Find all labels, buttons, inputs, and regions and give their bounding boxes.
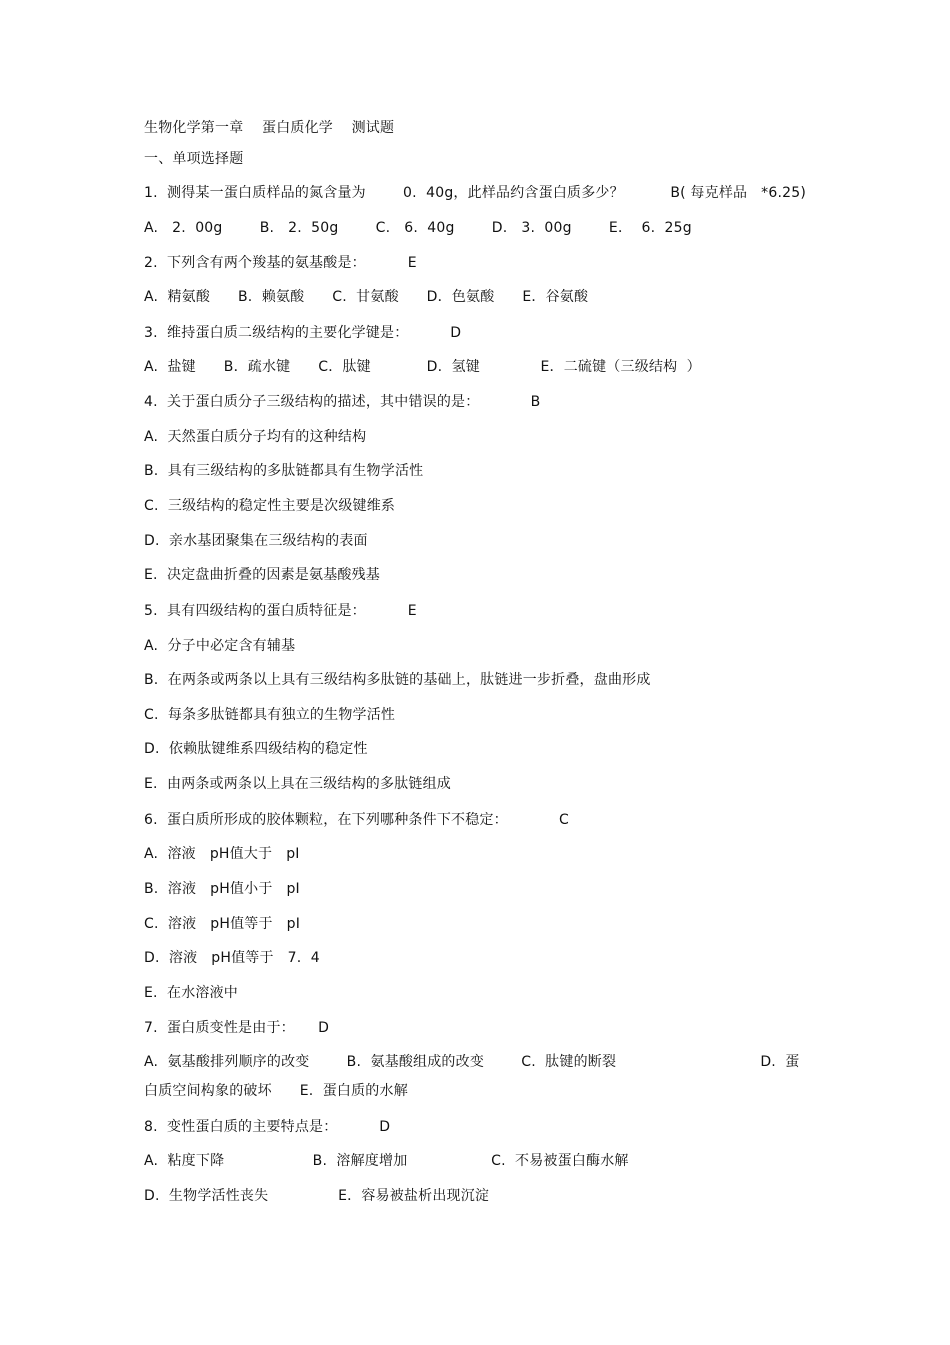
question-4-option-d: D. 亲水基团聚集在三级结构的表面 [144, 533, 368, 549]
document-title: 生物化学第一章 蛋白质化学 测试题 [144, 120, 395, 136]
question-3: 3. 维持蛋白质二级结构的主要化学键是： D [144, 325, 462, 341]
question-6-option-a: A. 溶液 pH值大于 pI [144, 846, 300, 862]
section-heading: 一、单项选择题 [144, 151, 244, 167]
question-1: 1. 测得某一蛋白质样品的氮含量为 0. 40g，此样品约含蛋白质多少？ B( 每克样品 *6.25) [144, 185, 807, 201]
question-5-option-d: D. 依赖肽键维系四级结构的稳定性 [144, 741, 368, 757]
question-4-option-e: E. 决定盘曲折叠的因素是氨基酸残基 [144, 567, 380, 583]
question-4-option-c: C. 三级结构的稳定性主要是次级键维系 [144, 498, 396, 514]
question-5-option-e: E. 由两条或两条以上具在三级结构的多肽链组成 [144, 776, 451, 792]
question-2-options: A. 精氨酸 B. 赖氨酸 C. 甘氨酸 D．色氨酸 E．谷氨酸 [144, 289, 589, 305]
question-3-options: A. 盐键 B．疏水键 C．肽键 D. 氢键 E．二硫键（三级结构 ） [144, 359, 701, 375]
question-5: 5. 具有四级结构的蛋白质特征是： E [144, 603, 417, 619]
question-5-option-c: C. 每条多肽链都具有独立的生物学活性 [144, 707, 396, 723]
question-6: 6. 蛋白质所形成的胶体颗粒，在下列哪种条件下不稳定： C [144, 812, 569, 828]
question-4-option-b: B. 具有三级结构的多肽链都具有生物学活性 [144, 463, 424, 479]
question-4: 4. 关于蛋白质分子三级结构的描述，其中错误的是： B [144, 394, 541, 410]
question-5-option-b: B. 在两条或两条以上具有三级结构多肽链的基础上，肽链进一步折叠，盘曲形成 [144, 672, 651, 688]
question-2: 2. 下列含有两个羧基的氨基酸是： E [144, 255, 417, 271]
question-7-options-line-1: A. 氨基酸排列顺序的改变 B. 氨基酸组成的改变 C. 肽键的断裂 D. 蛋 [144, 1054, 800, 1070]
question-6-option-e: E. 在水溶液中 [144, 985, 238, 1001]
question-8-options-line-1: A. 粘度下降 B. 溶解度增加 C. 不易被蛋白酶水解 [144, 1153, 629, 1169]
question-1-options: A. 2. 00g B. 2. 50g C. 6. 40g D. 3. 00g E． 6. 25g [144, 220, 692, 236]
question-6-option-b: B. 溶液 pH值小于 pI [144, 881, 300, 897]
question-7-options-line-2: 白质空间构象的破坏 E. 蛋白质的水解 [144, 1083, 408, 1099]
question-7: 7. 蛋白质变性是由于： D [144, 1020, 330, 1036]
question-4-option-a: A. 天然蛋白质分子均有的这种结构 [144, 429, 367, 445]
question-6-option-d: D. 溶液 pH值等于 7. 4 [144, 950, 320, 966]
question-8-options-line-2: D. 生物学活性丧失 E．容易被盐析出现沉淀 [144, 1188, 490, 1204]
question-6-option-c: C. 溶液 pH值等于 pI [144, 916, 301, 932]
question-5-option-a: A. 分子中必定含有辅基 [144, 638, 296, 654]
question-8: 8. 变性蛋白质的主要特点是： D [144, 1119, 391, 1135]
